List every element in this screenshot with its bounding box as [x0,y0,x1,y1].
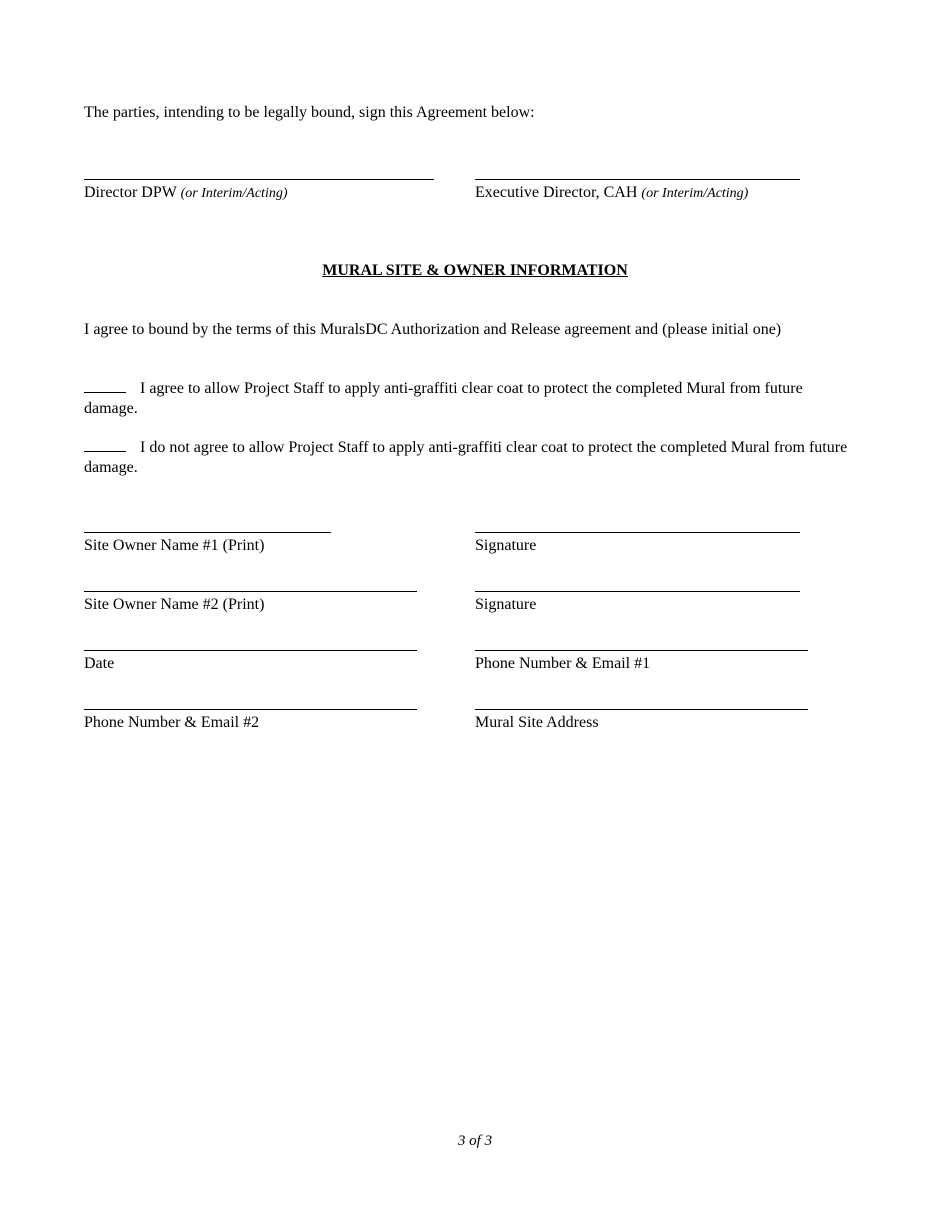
option-disagree [84,437,859,478]
intro-text: The parties, intending to be legally bound, sign this Agreement below: [84,104,535,121]
date-line[interactable] [84,650,417,651]
director-dpw-label [84,183,288,204]
section-heading: MURAL SITE & OWNER INFORMATION [322,262,628,279]
mural-site-address-label: Mural Site Address [475,714,599,731]
option-disagree-text: I do not agree to allow Project Staff to apply anti-graffiti clear coat to protect the completed Mural from future damage. [84,439,848,476]
initial-blank-agree[interactable] [84,378,126,393]
signature-1-line[interactable] [475,532,800,533]
site-owner-name-2-label: Site Owner Name #2 (Print) [84,596,265,613]
site-owner-name-1-label: Site Owner Name #1 (Print) [84,537,265,554]
site-owner-name-2-line[interactable] [84,591,417,592]
signature-line-director-dpw[interactable] [84,179,434,180]
executive-director-label [475,183,748,204]
date-label: Date [84,655,115,672]
signature-1-label: Signature [475,537,537,554]
phone-email-1-label: Phone Number & Email #1 [475,655,651,672]
site-owner-name-1-line[interactable] [84,532,331,533]
executive-director-title: Executive Director, CAH [475,184,638,201]
page-number: 3 of 3 [457,1133,493,1149]
director-dpw-title: Director DPW [84,184,177,201]
mural-site-address-line[interactable] [475,709,808,710]
phone-email-2-line[interactable] [84,709,417,710]
director-dpw-qualifier: (or Interim/Acting) [180,186,288,201]
initial-blank-disagree[interactable] [84,437,126,452]
signature-line-executive-director[interactable] [475,179,800,180]
phone-email-1-line[interactable] [475,650,808,651]
signature-2-line[interactable] [475,591,800,592]
phone-email-2-label: Phone Number & Email #2 [84,714,260,731]
agreement-statement: I agree to bound by the terms of this MuralsDC Authorization and Release agreement and (please initial one) [84,321,782,338]
signature-2-label: Signature [475,596,537,613]
executive-director-qualifier: (or Interim/Acting) [641,186,749,201]
option-agree-text: I agree to allow Project Staff to apply anti-graffiti clear coat to protect the completed Mural from future damage. [84,380,803,417]
option-agree [84,378,859,419]
